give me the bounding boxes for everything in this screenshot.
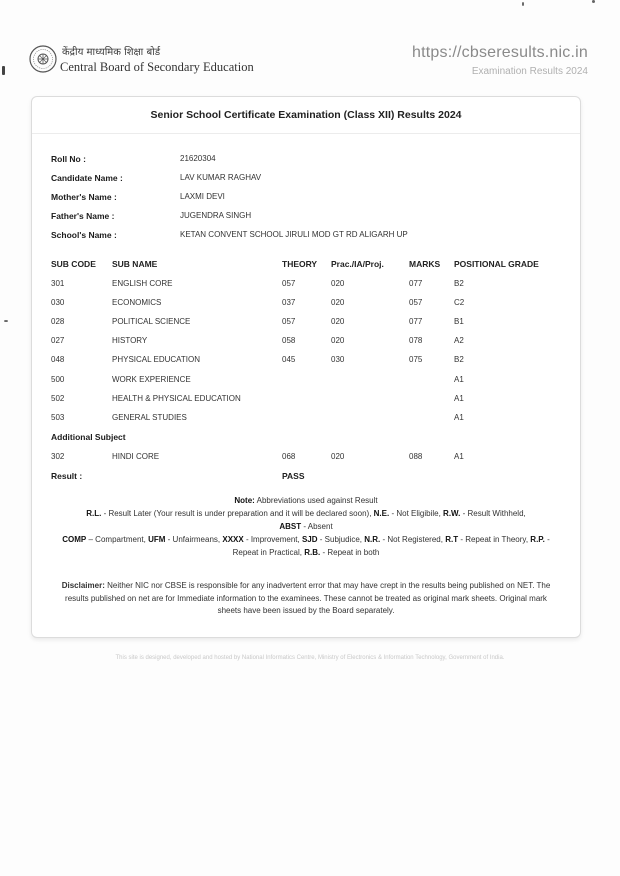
grade: A1 [454, 375, 464, 384]
abbr-rb: R.B. [304, 548, 321, 557]
theory-marks: 045 [282, 355, 296, 364]
site-url[interactable]: https://cbseresults.nic.in [412, 44, 588, 61]
sub-code: 503 [51, 413, 65, 422]
sub-code: 030 [51, 298, 65, 307]
table-row [51, 375, 561, 387]
grade: B2 [454, 279, 464, 288]
col-grade: POSITIONAL GRADE [454, 259, 539, 269]
grade: B2 [454, 355, 464, 364]
school-name-value: KETAN CONVENT SCHOOL JIRULI MOD GT RD ALIGARH UP [180, 230, 408, 239]
note-label: Note: [234, 496, 255, 505]
grade: A1 [454, 413, 464, 422]
scan-mark [522, 2, 524, 6]
abbr-nr: N.R. [364, 535, 381, 544]
sub-code: 028 [51, 317, 65, 326]
abbr-ufm: UFM [148, 535, 166, 544]
disclaimer-text: Neither NIC nor CBSE is responsible for any inadvertent error that may have crept in the results being published on NET. The results published on net are for Immediate information to the examinees. These cannot be treated as original mark sheets. Original mark sheets have been issued by the Board separately. [65, 581, 551, 615]
practical-marks: 030 [331, 355, 345, 364]
col-sub-name: SUB NAME [112, 259, 158, 269]
sub-code: 301 [51, 279, 65, 288]
total-marks: 078 [409, 336, 423, 345]
total-marks: 075 [409, 355, 423, 364]
abbr-rt-text: - Repeat in Theory, [460, 535, 529, 544]
abbr-rw: R.W. [443, 509, 461, 518]
site-footer: This site is designed, developed and hosted by National Informatics Centre, Ministry of Electronics & Information Technology, Government of India. [115, 655, 505, 661]
sub-code: 027 [51, 336, 65, 345]
sub-name: HINDI CORE [112, 452, 160, 461]
abbr-rp: R.P. [530, 535, 545, 544]
abbr-comp-text: – Compartment, [88, 535, 146, 544]
father-name-value: JUGENDRA SINGH [180, 211, 252, 220]
sub-name: GENERAL STUDIES [112, 413, 187, 422]
father-name-label: Father's Name : [51, 211, 115, 221]
title-divider [32, 133, 580, 134]
abbr-abst-text: - Absent [303, 522, 333, 531]
total-marks: 057 [409, 298, 423, 307]
practical-marks: 020 [331, 317, 345, 326]
roll-no-value: 21620304 [180, 154, 216, 163]
theory-marks: 037 [282, 298, 296, 307]
col-marks: MARKS [409, 259, 441, 269]
grade: A1 [454, 394, 464, 403]
site-header [28, 42, 594, 86]
sub-code: 302 [51, 452, 65, 461]
mother-name-label: Mother's Name : [51, 192, 117, 202]
sub-code: 502 [51, 394, 65, 403]
practical-marks: 020 [331, 336, 345, 345]
theory-marks: 058 [282, 336, 296, 345]
school-name-label: School's Name : [51, 230, 117, 240]
sub-name: ENGLISH CORE [112, 279, 173, 288]
sub-name: ECONOMICS [112, 298, 162, 307]
practical-marks: 020 [331, 279, 345, 288]
roll-no-label: Roll No : [51, 154, 86, 164]
table-row [51, 298, 561, 310]
theory-marks: 068 [282, 452, 296, 461]
cbse-emblem-icon [28, 44, 58, 74]
result-card [31, 96, 581, 638]
result-row [51, 471, 451, 483]
sub-code: 500 [51, 375, 65, 384]
abbr-xxxx: XXXX [222, 535, 244, 544]
table-row [51, 394, 561, 406]
board-name: Central Board of Secondary Education [60, 60, 254, 74]
abbr-rb-text: - Repeat in both [322, 548, 380, 557]
table-row [51, 336, 561, 348]
sub-code: 048 [51, 355, 65, 364]
table-row [51, 279, 561, 291]
abbr-rt: R.T [445, 535, 459, 544]
table-row [51, 317, 561, 329]
col-practical: Prac./IA/Proj. [331, 259, 384, 269]
abbr-abst: ABST [279, 522, 302, 531]
mother-name-value: LAXMI DEVI [180, 192, 225, 201]
note-text: Abbreviations used against Result [256, 496, 378, 505]
candidate-name-value: LAV KUMAR RAGHAV [180, 173, 262, 182]
abbr-rl: R.L. [86, 509, 102, 518]
scan-mark [4, 320, 8, 322]
candidate-name-label: Candidate Name : [51, 173, 123, 183]
abbr-rl-text: - Result Later (Your result is under preparation and it will be declared soon), [103, 509, 372, 518]
sub-name: HEALTH & PHYSICAL EDUCATION [112, 394, 241, 403]
grade: B1 [454, 317, 464, 326]
abbr-sjd-text: - Subjudice, [319, 535, 363, 544]
note-line-3 [56, 533, 556, 559]
disclaimer [56, 580, 556, 618]
abbr-ne-text: - Not Eligibile, [391, 509, 441, 518]
practical-marks: 020 [331, 298, 345, 307]
total-marks: 077 [409, 279, 423, 288]
result-label: Result : [51, 471, 83, 481]
note-line-1 [56, 507, 556, 520]
theory-marks: 057 [282, 279, 296, 288]
theory-marks: 057 [282, 317, 296, 326]
abbr-ufm-text: - Unfairmeans, [167, 535, 221, 544]
disclaimer-label: Disclaimer: [61, 581, 105, 590]
sub-name: POLITICAL SCIENCE [112, 317, 191, 326]
abbreviation-note [56, 494, 556, 559]
sub-name: HISTORY [112, 336, 148, 345]
abbr-xxxx-text: - Improvement, [245, 535, 300, 544]
total-marks: 077 [409, 317, 423, 326]
abbr-ne: N.E. [373, 509, 390, 518]
abbr-comp: COMP [62, 535, 87, 544]
total-marks: 088 [409, 452, 423, 461]
table-row [51, 452, 561, 464]
exam-title: Senior School Certificate Examination (Class XII) Results 2024 [150, 109, 462, 121]
abbr-rp-text: - Repeat in Practical, [232, 535, 550, 557]
result-value: PASS [282, 471, 305, 481]
abbr-sjd: SJD [301, 535, 318, 544]
note-line-2 [56, 520, 556, 533]
col-sub-code: SUB CODE [51, 259, 96, 269]
table-row [51, 355, 561, 367]
practical-marks: 020 [331, 452, 345, 461]
grade: A1 [454, 452, 464, 461]
board-name-hindi: केंद्रीय माध्यमिक शिक्षा बोर्ड [62, 47, 161, 58]
col-theory: THEORY [282, 259, 318, 269]
grade: A2 [454, 336, 464, 345]
scan-mark [592, 0, 595, 3]
scan-mark [2, 66, 5, 75]
note-heading [56, 494, 556, 507]
marks-table-header [51, 259, 561, 271]
site-subtitle: Examination Results 2024 [471, 66, 588, 77]
sub-name: PHYSICAL EDUCATION [112, 355, 201, 364]
abbr-rw-text: - Result Withheld, [462, 509, 526, 518]
sub-name: WORK EXPERIENCE [112, 375, 191, 384]
table-row [51, 413, 561, 425]
abbr-nr-text: - Not Registered, [382, 535, 443, 544]
additional-subject-label: Additional Subject [51, 432, 126, 442]
grade: C2 [454, 298, 465, 307]
